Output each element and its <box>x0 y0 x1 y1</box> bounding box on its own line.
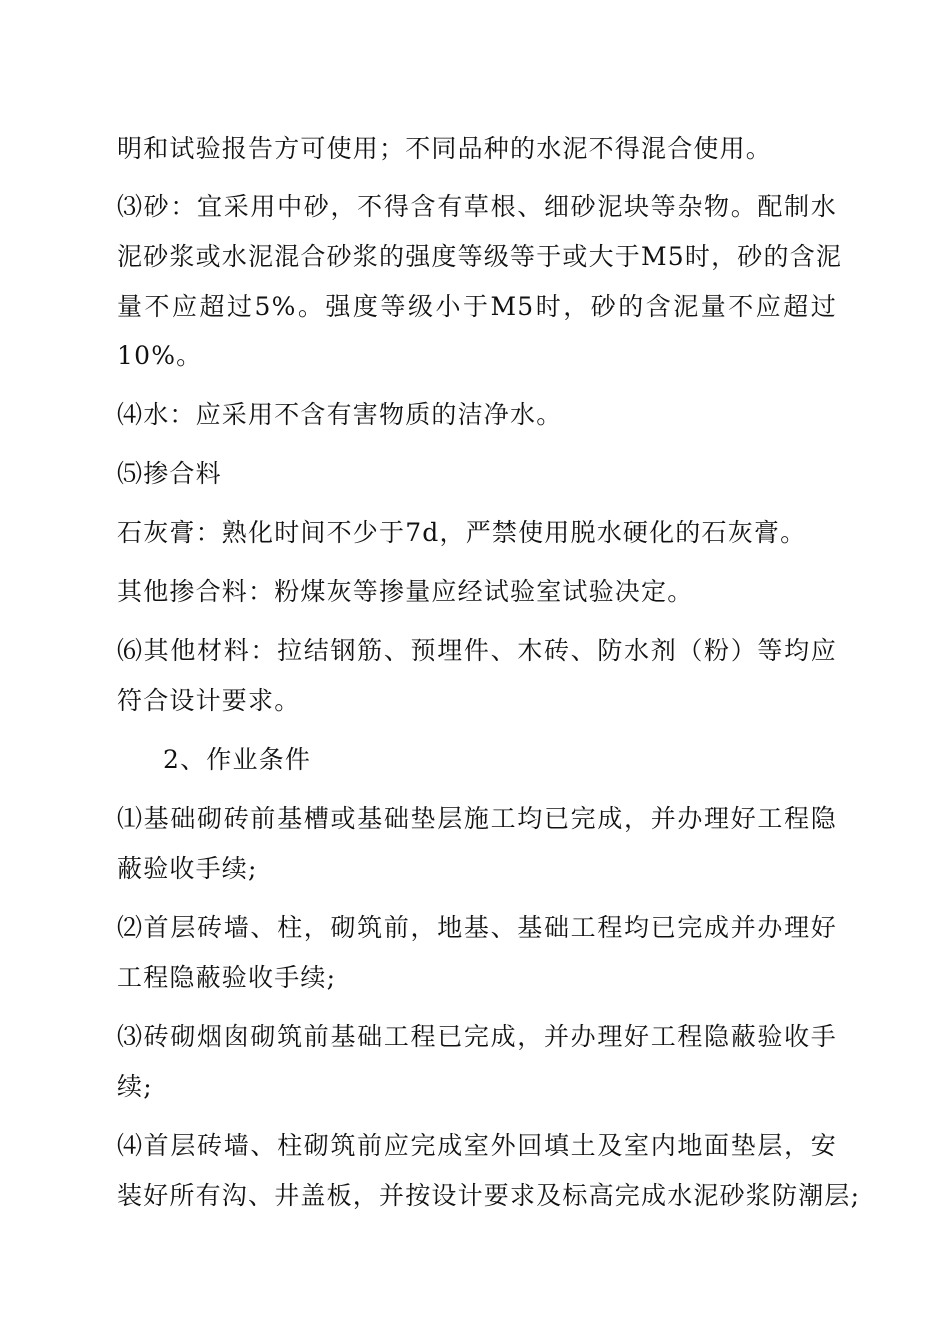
text-line-19: ⑷首层砖墙、柱砌筑前应完成室外回填土及室内地面垫层，安 <box>117 1131 837 1160</box>
text-line-9: 其他掺合料：粉煤灰等掺量应经试验室试验决定。 <box>117 577 694 606</box>
text-line-3: 泥砂浆或水泥混合砂浆的强度等级等于或大于M5时，砂的含泥 <box>117 242 843 271</box>
text-line-11: 符合设计要求。 <box>117 686 301 715</box>
text-line-10: ⑹其他材料：拉结钢筋、预埋件、木砖、防水剂（粉）等均应 <box>117 636 837 665</box>
text-line-20: 装好所有沟、井盖板，并按设计要求及标高完成水泥砂浆防潮层; <box>117 1181 861 1210</box>
text-line-5: 10%。 <box>117 341 203 370</box>
text-line-1: 明和试验报告方可使用；不同品种的水泥不得混合使用。 <box>117 134 773 163</box>
text-line-13: ⑴基础砌砖前基槽或基础垫层施工均已完成，并办理好工程隐 <box>117 804 837 833</box>
text-line-18: 续; <box>117 1072 153 1101</box>
section-heading: 2、作业条件 <box>163 745 312 774</box>
text-line-16: 工程隐蔽验收手续; <box>117 963 337 992</box>
text-line-6: ⑷水：应采用不含有害物质的洁净水。 <box>117 400 563 429</box>
text-line-7: ⑸掺合料 <box>117 459 222 488</box>
text-line-15: ⑵首层砖墙、柱，砌筑前，地基、基础工程均已完成并办理好 <box>117 913 837 942</box>
text-line-2: ⑶砂：宜采用中砂，不得含有草根、细砂泥块等杂物。配制水 <box>117 192 837 221</box>
text-line-8: 石灰膏：熟化时间不少于7d，严禁使用脱水硬化的石灰膏。 <box>117 518 807 547</box>
text-line-14: 蔽验收手续; <box>117 854 258 883</box>
text-line-4: 量不应超过5%。强度等级小于M5时，砂的含泥量不应超过 <box>117 292 837 321</box>
text-line-17: ⑶砖砌烟囱砌筑前基础工程已完成，并办理好工程隐蔽验收手 <box>117 1022 837 1051</box>
